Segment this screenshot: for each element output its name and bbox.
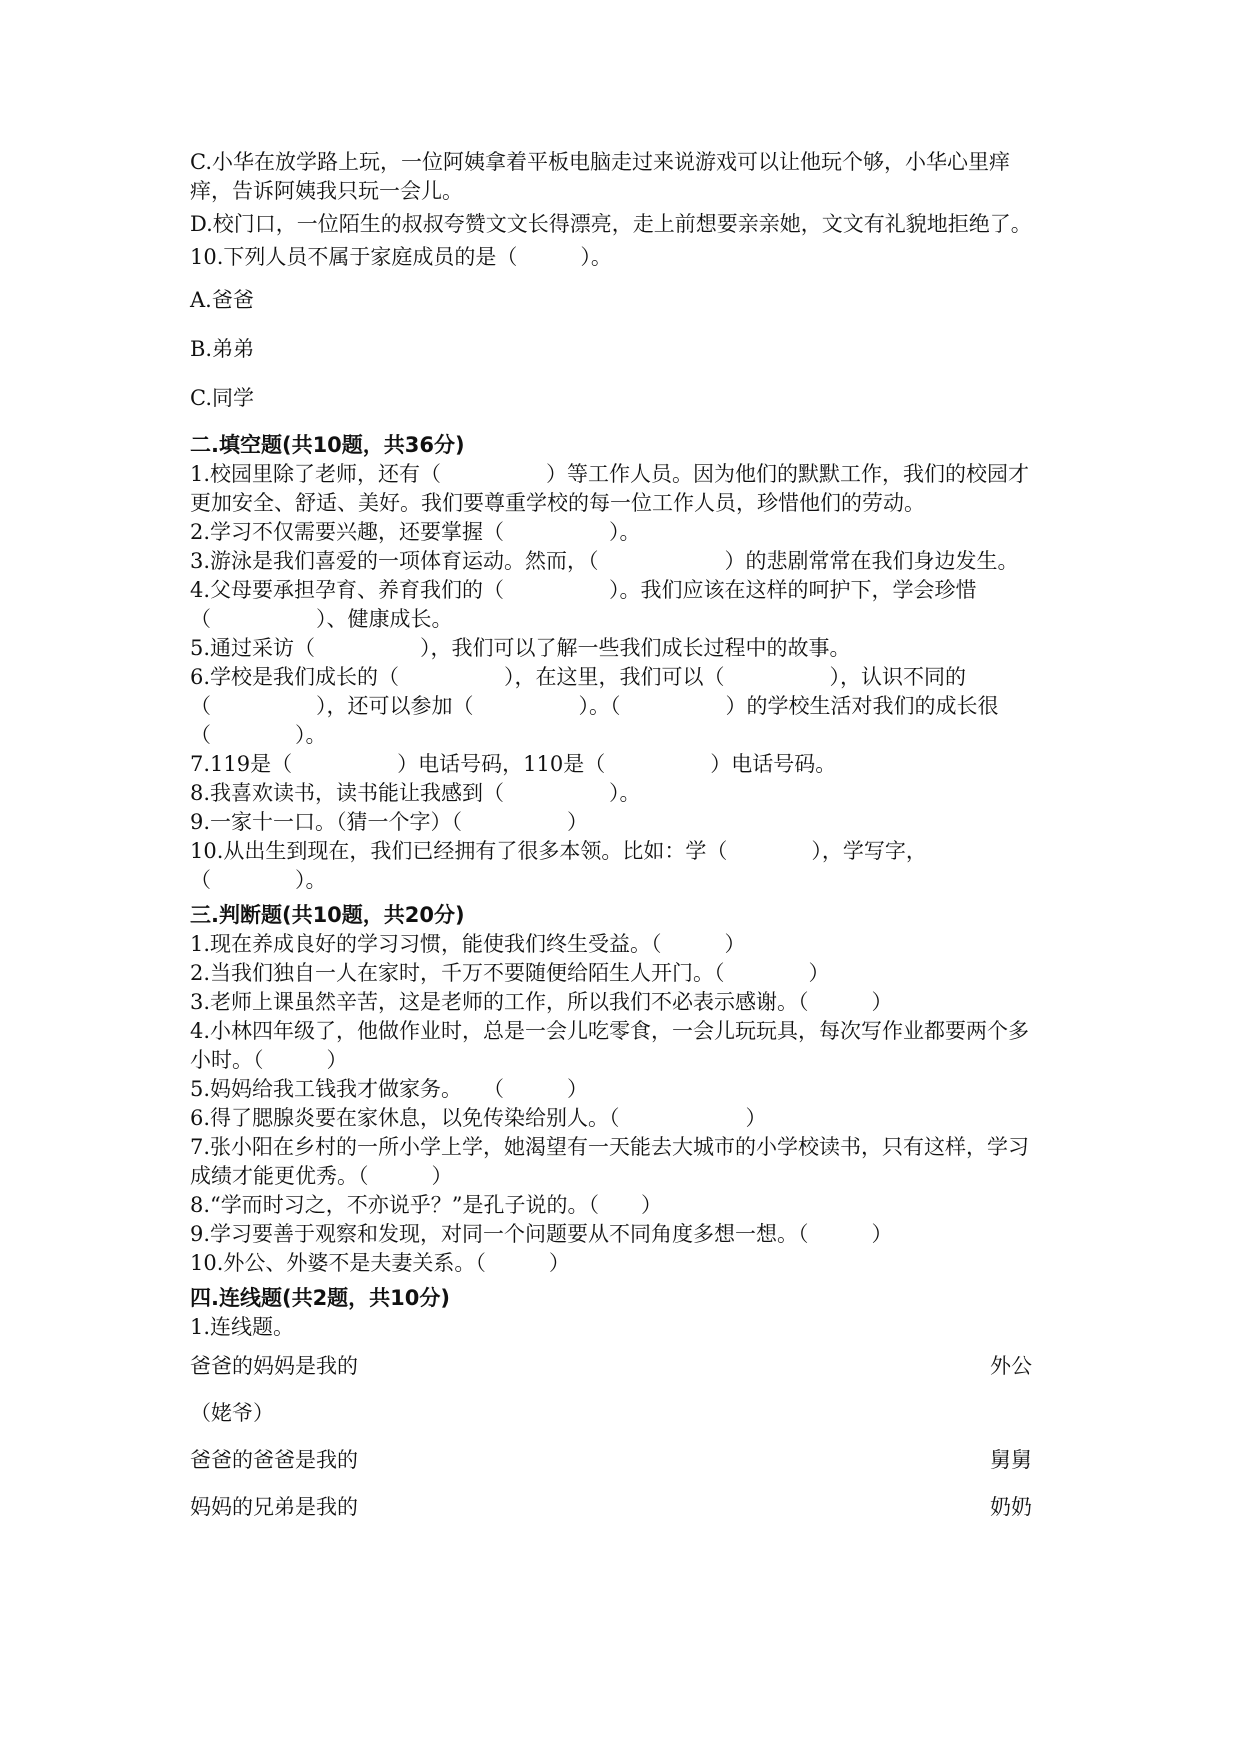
match-right: 外公 bbox=[990, 1354, 1032, 1378]
worksheet-page bbox=[190, 148, 1060, 1522]
match-left: 爸爸的妈妈是我的 bbox=[190, 1354, 358, 1378]
match-left: （姥爷） bbox=[190, 1401, 274, 1425]
judge-q10: 10.外公、外婆不是夫妻关系。（ ） bbox=[190, 1251, 570, 1275]
fill-q5: 5.通过采访（ ），我们可以了解一些我们成长过程中的故事。 bbox=[190, 636, 851, 660]
q9-option-c: C.小华在放学路上玩，一位阿姨拿着平板电脑走过来说游戏可以让他玩个够，小华心里痒痒，告诉阿姨我只玩一会儿。 bbox=[190, 150, 1010, 203]
match-left: 妈妈的兄弟是我的 bbox=[190, 1495, 358, 1519]
match-row bbox=[190, 1352, 1060, 1381]
match-row bbox=[190, 1446, 1060, 1475]
fill-q4: 4.父母要承担孕育、养育我们的（ ）。我们应该在这样的呵护下，学会珍惜（ ）、健康成长。 bbox=[190, 578, 977, 631]
fill-q2: 2.学习不仅需要兴趣，还要掌握（ ）。 bbox=[190, 520, 641, 544]
judge-q3: 3.老师上课虽然辛苦，这是老师的工作，所以我们不必表示感谢。（ ） bbox=[190, 990, 893, 1014]
section4-title: 四.连线题(共2题，共10分) bbox=[190, 1286, 451, 1310]
match-right: 舅舅 bbox=[990, 1448, 1032, 1472]
match-row bbox=[190, 1493, 1060, 1522]
section2-title: 二.填空题(共10题，共36分) bbox=[190, 433, 465, 457]
judge-q7: 7.张小阳在乡村的一所小学上学，她渴望有一天能去大城市的小学校读书，只有这样，学习成绩才能更优秀。（ ） bbox=[190, 1135, 1030, 1188]
fill-q9: 9.一家十一口。（猜一个字）（ ） bbox=[190, 810, 589, 834]
section3-title: 三.判断题(共10题，共20分) bbox=[190, 903, 465, 927]
q9-option-d: D.校门口，一位陌生的叔叔夸赞文文长得漂亮，走上前想要亲亲她，文文有礼貌地拒绝了。 bbox=[190, 212, 1032, 236]
judge-q9: 9.学习要善于观察和发现，对同一个问题要从不同角度多想一想。（ ） bbox=[190, 1222, 893, 1246]
fill-q8: 8.我喜欢读书，读书能让我感到（ ）。 bbox=[190, 781, 641, 805]
judge-q5: 5.妈妈给我工钱我才做家务。 （ ） bbox=[190, 1077, 589, 1101]
fill-q6: 6.学校是我们成长的（ ），在这里，我们可以（ ），认识不同的（ ），还可以参加（ ）。（ ）的学校生活对我们的成长很（ ）。 bbox=[190, 665, 999, 747]
judge-q4: 4.小林四年级了，他做作业时，总是一会儿吃零食，一会儿玩玩具，每次写作业都要两个多小时。（ ） bbox=[190, 1019, 1030, 1072]
match-left: 爸爸的爸爸是我的 bbox=[190, 1448, 358, 1472]
fill-q7: 7.119是（ ）电话号码，110是（ ）电话号码。 bbox=[190, 752, 837, 776]
fill-q3: 3.游泳是我们喜爱的一项体育运动。然而，（ ）的悲剧常常在我们身边发生。 bbox=[190, 549, 1019, 573]
q10-option-c: C.同学 bbox=[190, 386, 254, 410]
match-row bbox=[190, 1399, 1060, 1428]
judge-q8: 8.“学而时习之，不亦说乎？”是孔子说的。（ ） bbox=[190, 1193, 663, 1217]
judge-q6: 6.得了腮腺炎要在家休息，以免传染给别人。（ ） bbox=[190, 1106, 767, 1130]
fill-q1: 1.校园里除了老师，还有（ ）等工作人员。因为他们的默默工作，我们的校园才更加安全、舒适、美好。我们要尊重学校的每一位工作人员，珍惜他们的劳动。 bbox=[190, 462, 1030, 515]
match-q1: 1.连线题。 bbox=[190, 1315, 295, 1339]
judge-q1: 1.现在养成良好的学习习惯，能使我们终生受益。（ ） bbox=[190, 932, 746, 956]
q10-question: 10.下列人员不属于家庭成员的是（ ）。 bbox=[190, 245, 612, 269]
q10-option-a: A.爸爸 bbox=[190, 288, 254, 312]
match-right: 奶奶 bbox=[990, 1495, 1032, 1519]
q10-option-b: B.弟弟 bbox=[190, 337, 255, 361]
judge-q2: 2.当我们独自一人在家时，千万不要随便给陌生人开门。（ ） bbox=[190, 961, 830, 985]
fill-q10: 10.从出生到现在，我们已经拥有了很多本领。比如：学（ ），学写字，（ ）。 bbox=[190, 839, 927, 892]
